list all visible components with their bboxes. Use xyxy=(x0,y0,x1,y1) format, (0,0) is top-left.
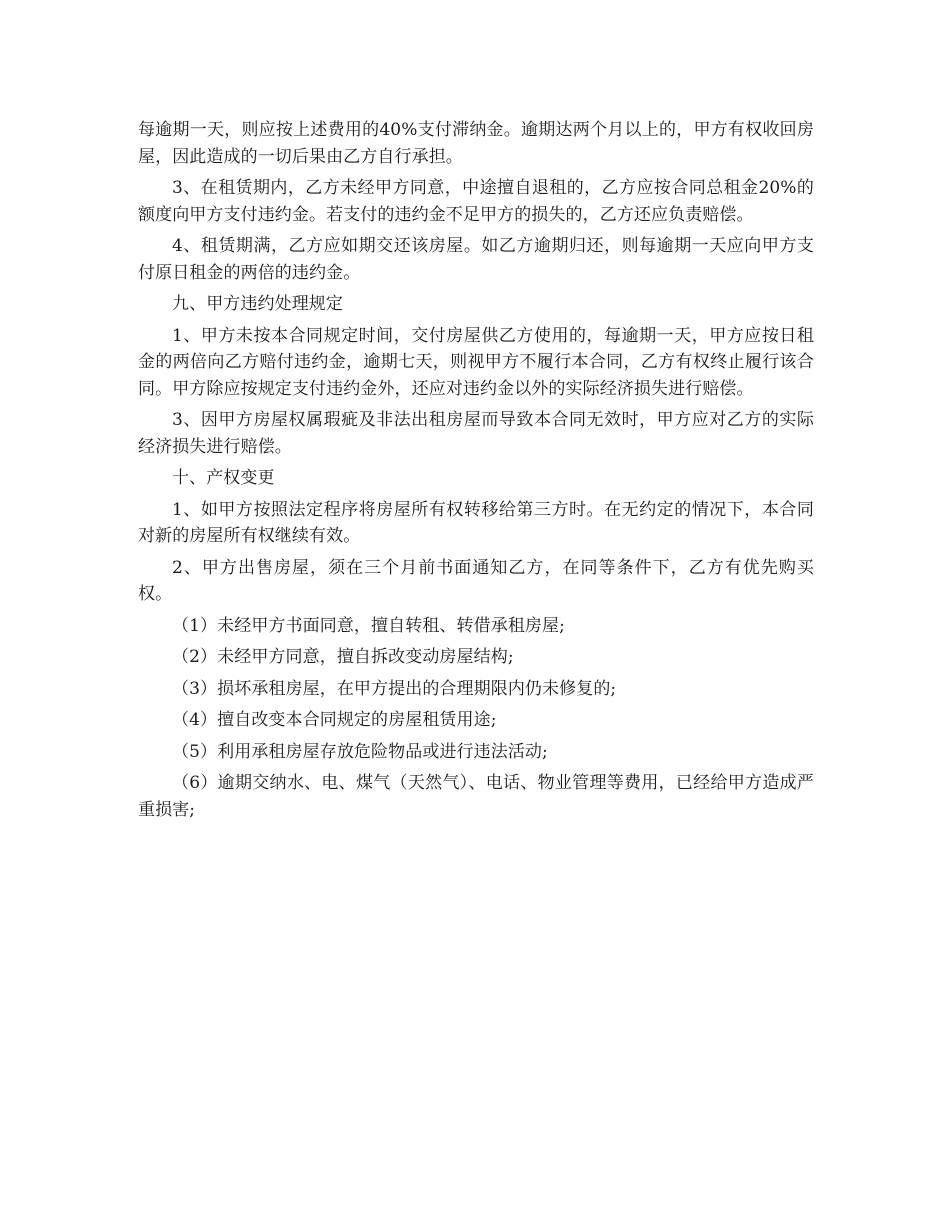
list-item-use-change: （4）擅自改变本合同规定的房屋租赁用途; xyxy=(172,710,497,730)
paragraph-late-fee-continuation: 每逾期一天，则应按上述费用的40%支付滞纳金。逾期达两个月以上的，甲方有权收回房屋，因此造成的一切后果由乙方自行承担。 xyxy=(138,120,814,167)
section-heading-landlord-breach: 九、甲方违约处理规定 xyxy=(172,294,343,314)
document-body xyxy=(138,117,814,828)
section-heading-property-change: 十、产权变更 xyxy=(172,468,275,488)
list-item-unauthorized-sublet: （1）未经甲方书面同意，擅自转租、转借承租房屋; xyxy=(172,615,565,636)
paragraph-lease-expiry-return: 4、租赁期满，乙方应如期交还该房屋。如乙方逾期归还，则每逾期一天应向甲方支付原日租金的两倍的违约金。 xyxy=(138,236,814,283)
paragraph-early-termination-penalty: 3、在租赁期内，乙方未经甲方同意，中途擅自退租的，乙方应按合同总租金20%的额度向甲方支付违约金。若支付的违约金不足甲方的损失的，乙方还应负责赔偿。 xyxy=(138,178,814,225)
paragraph-ownership-transfer: 1、如甲方按照法定程序将房屋所有权转移给第三方时。在无约定的情况下，本合同对新的房屋所有权继续有效。 xyxy=(138,499,814,546)
list-item-overdue-utility-fees: （6）逾期交纳水、电、煤气（天然气）、电话、物业管理等费用，已经给甲方造成严重损害; xyxy=(138,773,814,820)
list-item-illegal-activity: （5）利用承租房屋存放危险物品或进行违法活动; xyxy=(172,741,548,762)
paragraph-title-defect-liability: 3、因甲方房屋权属瑕疵及非法出租房屋而导致本合同无效时，甲方应对乙方的实际经济损失进行赔偿。 xyxy=(138,410,814,457)
paragraph-sale-notice-preemption: 2、甲方出售房屋，须在三个月前书面通知乙方，在同等条件下，乙方有优先购买权。 xyxy=(138,557,814,604)
list-item-structure-alteration: （2）未经甲方同意，擅自拆改变动房屋结构; xyxy=(172,647,514,667)
list-item-damage-unrepaired: （3）损坏承租房屋，在甲方提出的合理期限内仍未修复的; xyxy=(172,678,617,699)
paragraph-late-delivery-penalty: 1、甲方未按本合同规定时间，交付房屋供乙方使用的，每逾期一天，甲方应按日租金的两倍向乙方赔付违约金，逾期七天，则视甲方不履行本合同，乙方有权终止履行该合同。甲方除应按规定支付违约金外，还应对违约金以外的实际经济损失进行赔偿。 xyxy=(138,325,814,399)
